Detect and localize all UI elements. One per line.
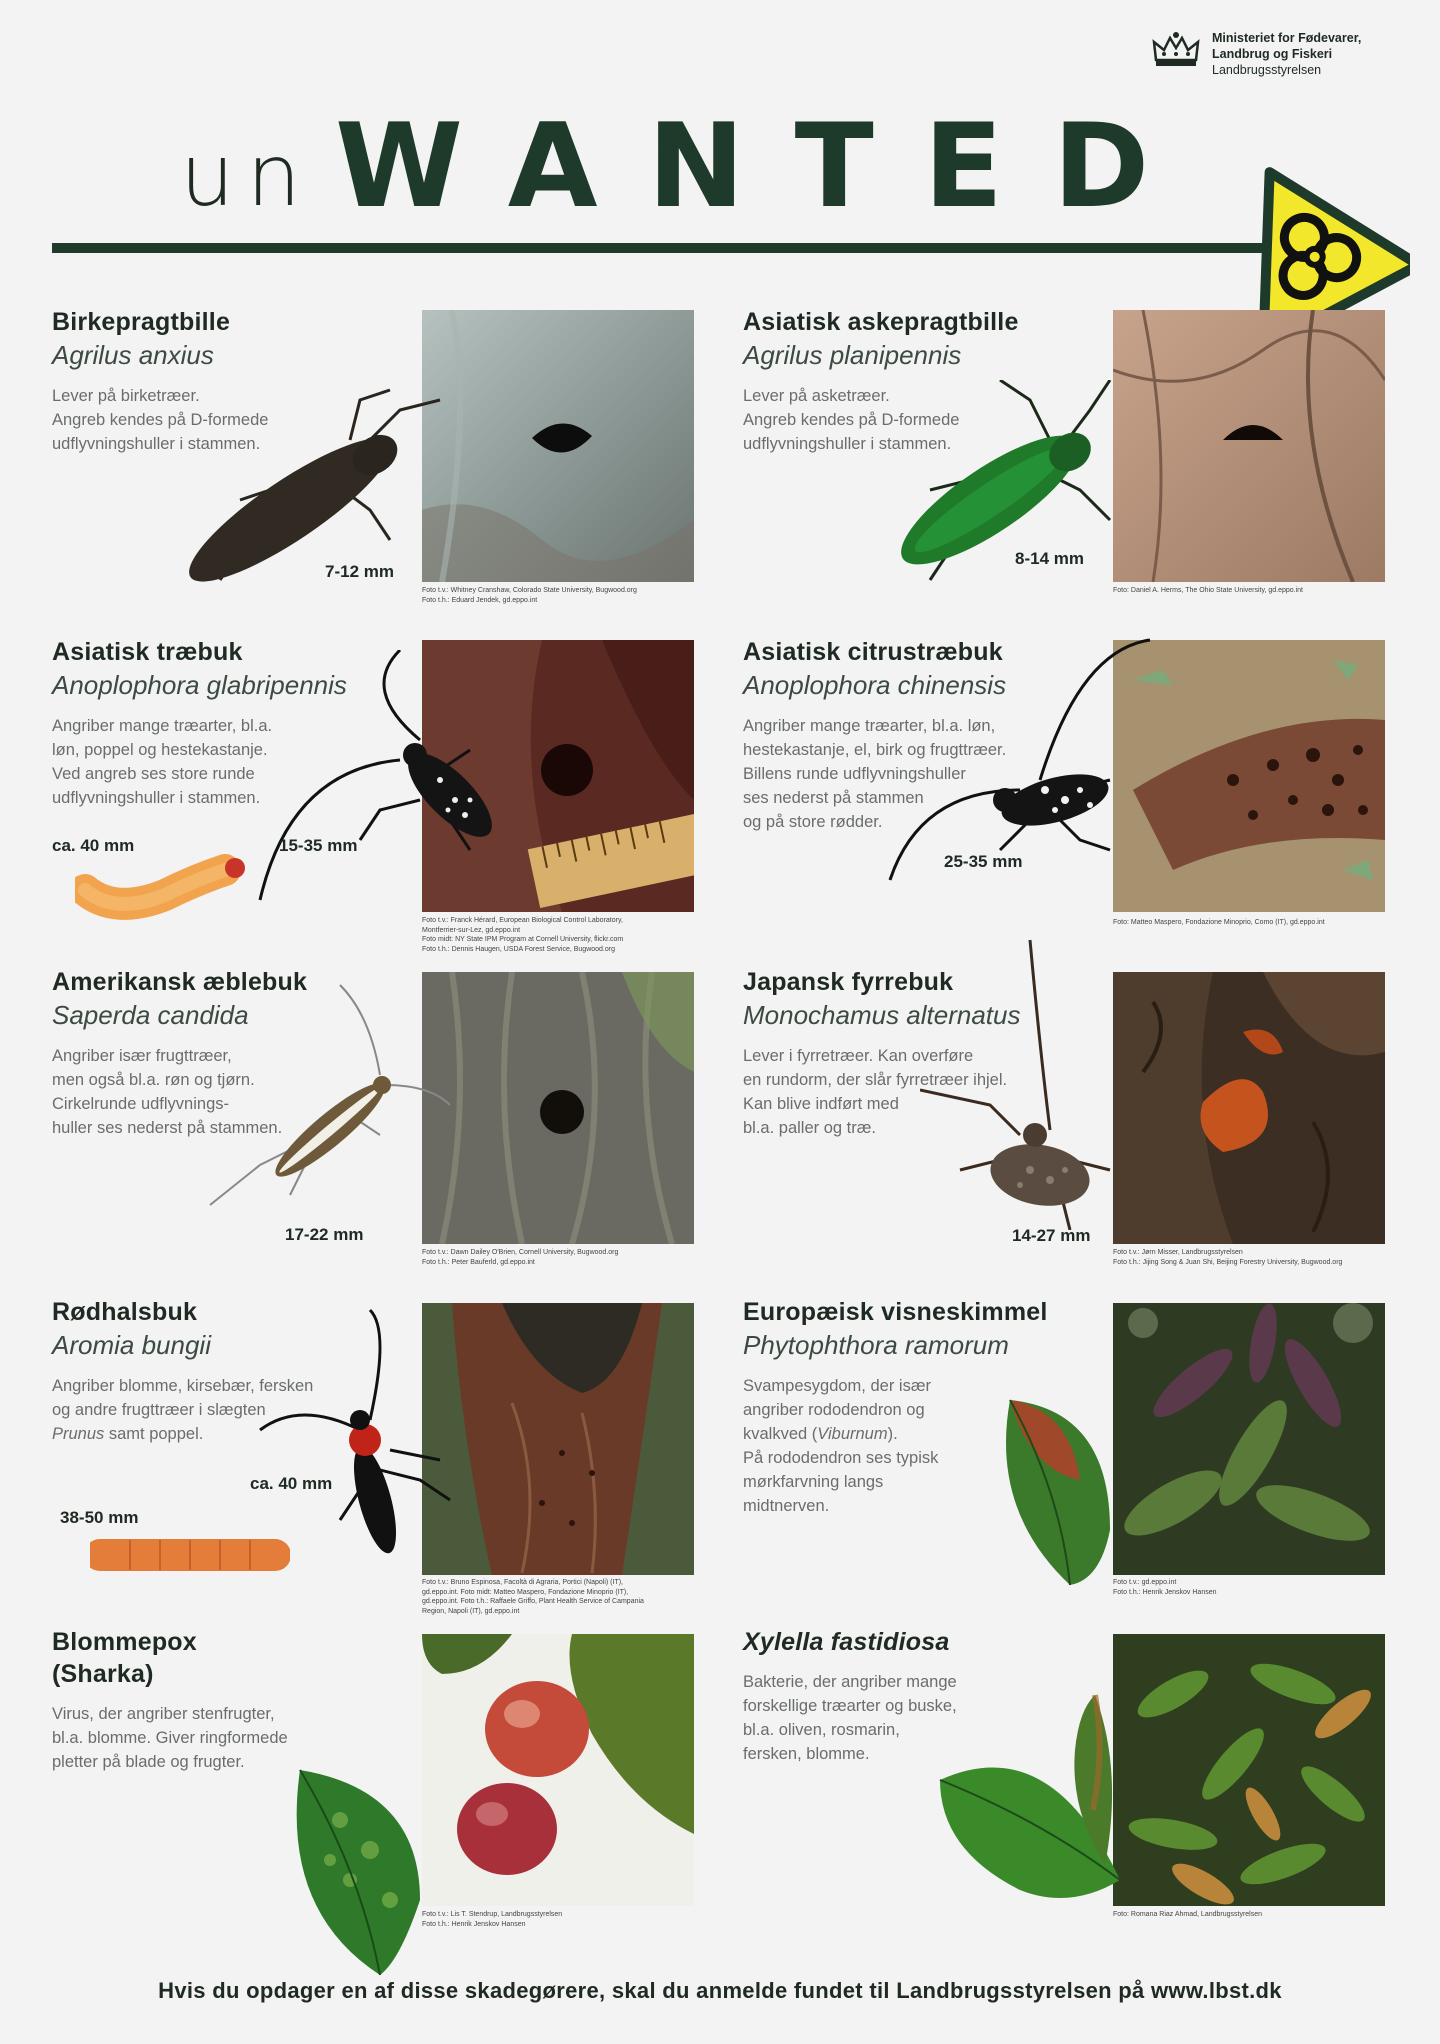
pest-latin-name: Aromia bungii [52,1330,211,1360]
pest-description: Angriber mange træarter, bl.a. løn, hestekastanje, el, birk og frugttræer. Billens runde udflyvningshuller ses nederst på stammen og på store rødder. [743,717,1007,831]
crown-icon [1150,30,1202,72]
pest-name: Blommepox (Sharka) [52,1628,197,1688]
pest-latin-name: Phytophthora ramorum [743,1330,1009,1360]
pest-name: Xylella fastidiosa [743,1628,950,1656]
pest-name: Rødhalsbuk [52,1298,198,1326]
size-label: 15-35 mm [279,836,358,855]
citrus-longhorn-beetle-illustration [880,630,1160,890]
desc-text: Angriber blomme, kirsebær, fersken og andre frugttræer i slægten [52,1377,314,1419]
pest-description: Angriber mange træarter, bl.a. løn, poppel og hestekastanje. Ved angreb ses store runde udflyvningshuller i stammen. [52,717,273,807]
size-label: 14-27 mm [1012,1226,1091,1245]
pest-description: Lever på birketræer. Angreb kendes på D-formede udflyvningshuller i stammen. [52,387,269,453]
infected-leaf-illustration [990,1390,1130,1590]
ministry-name-line2: Landbrug og Fiskeri [1212,47,1333,61]
pest-entry-xylella-fastidiosa [743,1626,957,1766]
title-main: WANTED [335,99,1200,234]
pest-latin-name: Monochamus alternatus [743,1000,1021,1030]
apple-borer-beetle-illustration [200,975,450,1225]
pest-description: Angriber især frugttræer, men også bl.a. røn og tjørn. Cirkelrunde udflyvnings- huller ses nederst på stammen. [52,1047,283,1137]
pest-latin-name: Anoplophora chinensis [743,670,1007,700]
larva-illustration [90,1530,290,1580]
pest-entry-blommepox [52,1626,288,1774]
agency-name: Landbrugsstyrelsen [1212,63,1322,77]
photo-credit: Foto t.v.: Dawn Dailey O'Brien, Cornell University, Bugwood.org Foto t.h.: Peter Bauferld, gd.eppo.int [422,1249,619,1266]
photo-credit: Foto t.v.: Jørn Misser, Landbrugsstyrelsen Foto t.h.: Jijing Song & Juan Shi, Beijing Forestry University, Bugwood.org [1113,1249,1343,1266]
photo-credit: Foto: Romana Riaz Ahmad, Landbrugsstyrelsen [1113,1911,1263,1918]
pest-latin-name: Agrilus anxius [52,340,214,370]
desc-text: Svampesygdom, der især angriber rododendron og kvalkved ( [743,1377,931,1443]
pest-latin-name: Agrilus planipennis [743,340,962,370]
pest-description: Lever i fyrretræer. Kan overføre en rundorm, der slår fyrretræer ihjel. Kan blive indført med bl.a. paller og træ. [743,1047,1008,1137]
title-rule [52,243,1297,253]
size-label: ca. 40 mm [250,1474,333,1493]
photo-credit: Foto: Daniel A. Herms, The Ohio State University, gd.eppo.int [1113,587,1303,594]
sharka-leaf-illustration [280,1750,430,1980]
desc-genus: Prunus [52,1425,105,1443]
pine-bark-damage-photo [1113,972,1385,1244]
size-label: 8-14 mm [1015,549,1084,568]
pest-name: Asiatisk askepragtbille [743,308,1019,336]
report-instruction-footer: Hvis du opdager en af disse skadegørere, skal du anmelde fundet til Landbrugsstyrelsen på www.lbst.dk [158,1978,1282,2003]
rhododendron-photo [1113,1303,1385,1575]
pest-name: Asiatisk træbuk [52,638,243,666]
pest-latin-name: Saperda candida [52,1000,249,1030]
page-title [180,95,1200,234]
pest-name: Asiatisk citrustræbuk [743,638,1003,666]
pine-sawyer-beetle-illustration [920,930,1120,1230]
pest-description: Bakterie, der angriber mange forskellige træarter og buske, bl.a. oliven, rosmarin, fersken, blomme. [743,1673,957,1763]
desc-text: samt poppel. [104,1425,204,1443]
scorched-leaf-illustration [1065,1690,1125,1870]
pest-name: Birkepragtbille [52,308,231,336]
birch-beetle-illustration [160,380,450,610]
size-label: 17-22 mm [285,1225,364,1244]
desc-genus: Viburnum [817,1425,888,1443]
emerald-ash-borer-illustration [870,380,1140,590]
size-label: 7-12 mm [325,562,394,581]
bark-exit-hole-photo [1113,310,1385,582]
pest-latin-name: Anoplophora glabripennis [52,670,347,700]
pest-description: Virus, der angriber stenfrugter, bl.a. blomme. Giver ringformede pletter på blade og frugter. [52,1705,288,1771]
asian-longhorn-beetle-illustration [250,650,510,910]
plum-fruit-photo [422,1634,694,1906]
infected-foliage-photo [1113,1634,1385,1906]
ministry-logo [1150,30,1361,78]
size-label: 25-35 mm [944,852,1023,871]
title-prefix: un [180,126,314,226]
photo-credit: Foto t.v.: Lis T. Stendrup, Landbrugsstyrelsen Foto t.h.: Henrik Jenskov Hansen [422,1911,563,1928]
photo-credit: Foto: Matteo Maspero, Fondazione Minoprio, Como (IT), gd.eppo.int [1113,919,1325,926]
pest-name: Amerikansk æblebuk [52,968,308,996]
photo-credit: Foto t.v.: gd.eppo.int Foto t.h.: Henrik Jenskov Hansen [1113,1579,1217,1596]
photo-credit: Foto t.v.: Bruno Espinosa, Facoltà di Agraria, Portici (Napoli) (IT), gd.eppo.int. Foto midt: Matteo Maspero, Fondazione Minoprio (IT), gd.eppo.int. Foto t.h.: Raffaele Griffo, Plant Health Service of Campania Region, Napoli (IT), gd.eppo.int [422,1579,644,1615]
ministry-name-line1: Ministeriet for Fødevarer, [1212,31,1362,45]
pest-description: Lever på asketræer. Angreb kendes på D-formede udflyvningshuller i stammen. [743,387,960,453]
photo-credit: Foto t.v.: Whitney Cranshaw, Colorado State University, Bugwood.org Foto t.h.: Eduard Jendek, gd.eppo.int [422,587,637,604]
pest-name: Japansk fyrrebuk [743,968,954,996]
bark-exit-hole-photo [422,310,694,582]
pest-name: Europæisk visneskimmel [743,1298,1048,1326]
desc-text: ). På rododendron ses typisk mørkfarvning langs midtnerven. [743,1425,939,1515]
larva-size-label: ca. 40 mm [52,836,135,855]
larva-size-label: 38-50 mm [60,1508,139,1527]
bark-exit-hole-photo [422,972,694,1244]
photo-credit: Foto t.v.: Franck Hérard, European Biological Control Laboratory, Montferrier-sur-Lez, gd.eppo.int Foto midt: NY State IPM Program at Cornell University, flickr.com Foto t.h.: Dennis Haugen, USDA Forest Service, Bugwood.org [422,917,624,953]
